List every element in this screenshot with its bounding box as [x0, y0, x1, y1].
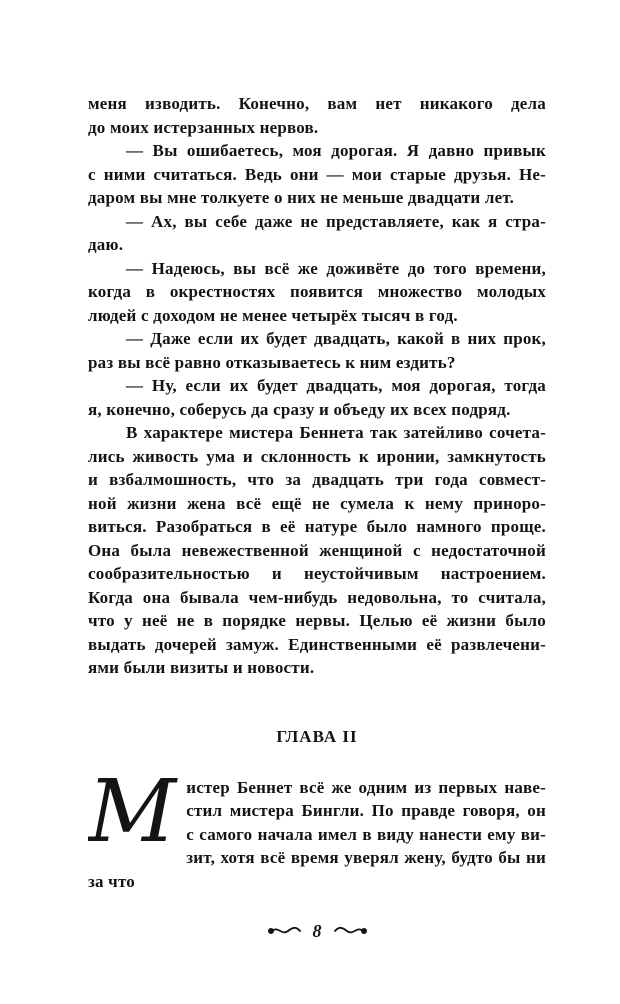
- text-line: до моих истерзанных нервов.: [88, 117, 319, 137]
- text-line: что у неё не в порядке нервы. Целью её жизни было: [88, 611, 546, 630]
- text-line: сообразительностью и неустойчивым настроением.: [88, 564, 546, 583]
- paragraph: [88, 139, 546, 210]
- paragraph: [88, 92, 546, 139]
- text-line: зит, хотя всё время уверял жену, будто бы ни за что: [88, 848, 546, 891]
- text-line: В характере мистера Беннета так затейливо сочета-: [126, 423, 546, 442]
- page-number: 8: [312, 921, 322, 941]
- text-line: выдать дочерей замуж. Единственными её развлечени-: [88, 634, 546, 654]
- text-line: — Надеюсь, вы всё же доживёте до того времени,: [126, 258, 546, 278]
- paragraph: [88, 257, 546, 328]
- text-line: стил мистера Бингли. По правде говоря, он: [186, 801, 546, 820]
- text-line: когда в окрестностях появится множество молодых: [88, 282, 546, 301]
- text-line: и взбалмошность, что за двадцать три года совмест-: [88, 470, 546, 489]
- text-line: — Ах, вы себе даже не представляете, как я стра-: [126, 211, 546, 231]
- text-line: истер Беннет всё же одним из первых наве-: [186, 777, 546, 797]
- text-line: меня изводить. Конечно, вам нет никакого дела: [88, 94, 546, 113]
- page-footer: [88, 921, 546, 941]
- text-block: [88, 92, 546, 680]
- text-line: ной жизни жена всё ещё не сумела к нему приноро-: [88, 493, 546, 513]
- text-line: с самого начала имел в виду нанести ему ви-: [186, 824, 546, 844]
- text-line: Когда она бывала чем-нибудь недовольна, то считала,: [88, 587, 546, 607]
- drop-cap: М: [88, 775, 177, 862]
- swash-flourish-right-icon: [334, 925, 368, 937]
- paragraph: [88, 210, 546, 257]
- text-line: — Вы ошибаетесь, моя дорогая. Я давно привык: [126, 141, 546, 160]
- text-line: даром вы мне толкуете о них не меньше двадцати лет.: [88, 188, 515, 207]
- paragraph: [88, 421, 546, 680]
- text-line: с ними считаться. Ведь они — мои старые друзья. Не-: [88, 164, 546, 184]
- text-line: лись живость ума и склонность к иронии, замкнутость: [88, 446, 546, 466]
- book-page: [88, 0, 546, 941]
- text-line: — Даже если их будет двадцать, какой в них прок,: [126, 329, 546, 348]
- text-line: даю.: [88, 235, 124, 254]
- chapter-opening: [88, 776, 546, 894]
- paragraph: [88, 327, 546, 374]
- text-line: я, конечно, соберусь да сразу и объеду их всех подряд.: [88, 399, 511, 419]
- text-line: — Ну, если их будет двадцать, моя дорогая, тогда: [126, 376, 546, 395]
- text-line: виться. Разобраться в её натуре было намного проще.: [88, 517, 546, 536]
- text-line: Она была невежественной женщиной с недостаточной: [88, 540, 546, 560]
- chapter-heading: ГЛАВА II: [276, 726, 358, 746]
- swash-flourish-left-icon: [267, 925, 301, 937]
- paragraph: [88, 374, 546, 421]
- text-line: ями были визиты и новости.: [88, 658, 315, 677]
- text-line: раз вы всё равно отказываетесь к ним ездить?: [88, 352, 456, 372]
- text-line: людей с доходом не менее четырёх тысяч в год.: [88, 305, 458, 325]
